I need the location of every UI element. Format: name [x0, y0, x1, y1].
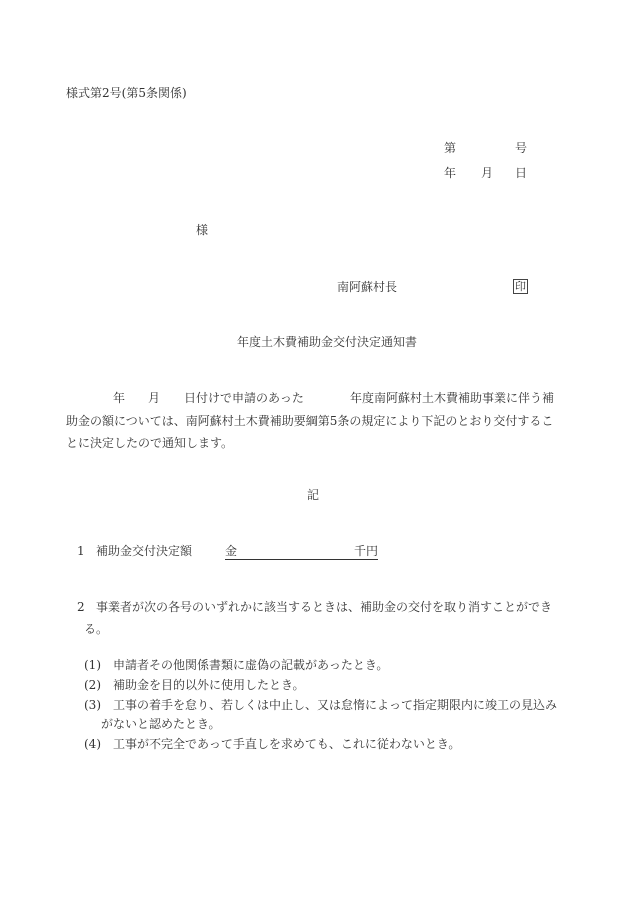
- item1-label: 補助金交付決定額: [96, 544, 193, 558]
- date-year: 年: [444, 166, 457, 180]
- document-title: 年度土木費補助金交付決定通知書: [237, 335, 418, 349]
- doc-number-prefix: 第: [444, 141, 457, 155]
- addressee-suffix: 様: [196, 223, 209, 237]
- date-month: 月: [481, 166, 494, 180]
- doc-number-suffix: 号: [515, 141, 528, 155]
- seal-mark: 印: [515, 280, 526, 293]
- ki-heading: 記: [307, 488, 320, 502]
- amount-field: 金 千円: [225, 544, 378, 558]
- date-day: 日: [515, 166, 528, 180]
- form-label: 様式第2号(第5条関係): [66, 86, 187, 100]
- issuer-name: 南阿蘇村長: [337, 280, 398, 294]
